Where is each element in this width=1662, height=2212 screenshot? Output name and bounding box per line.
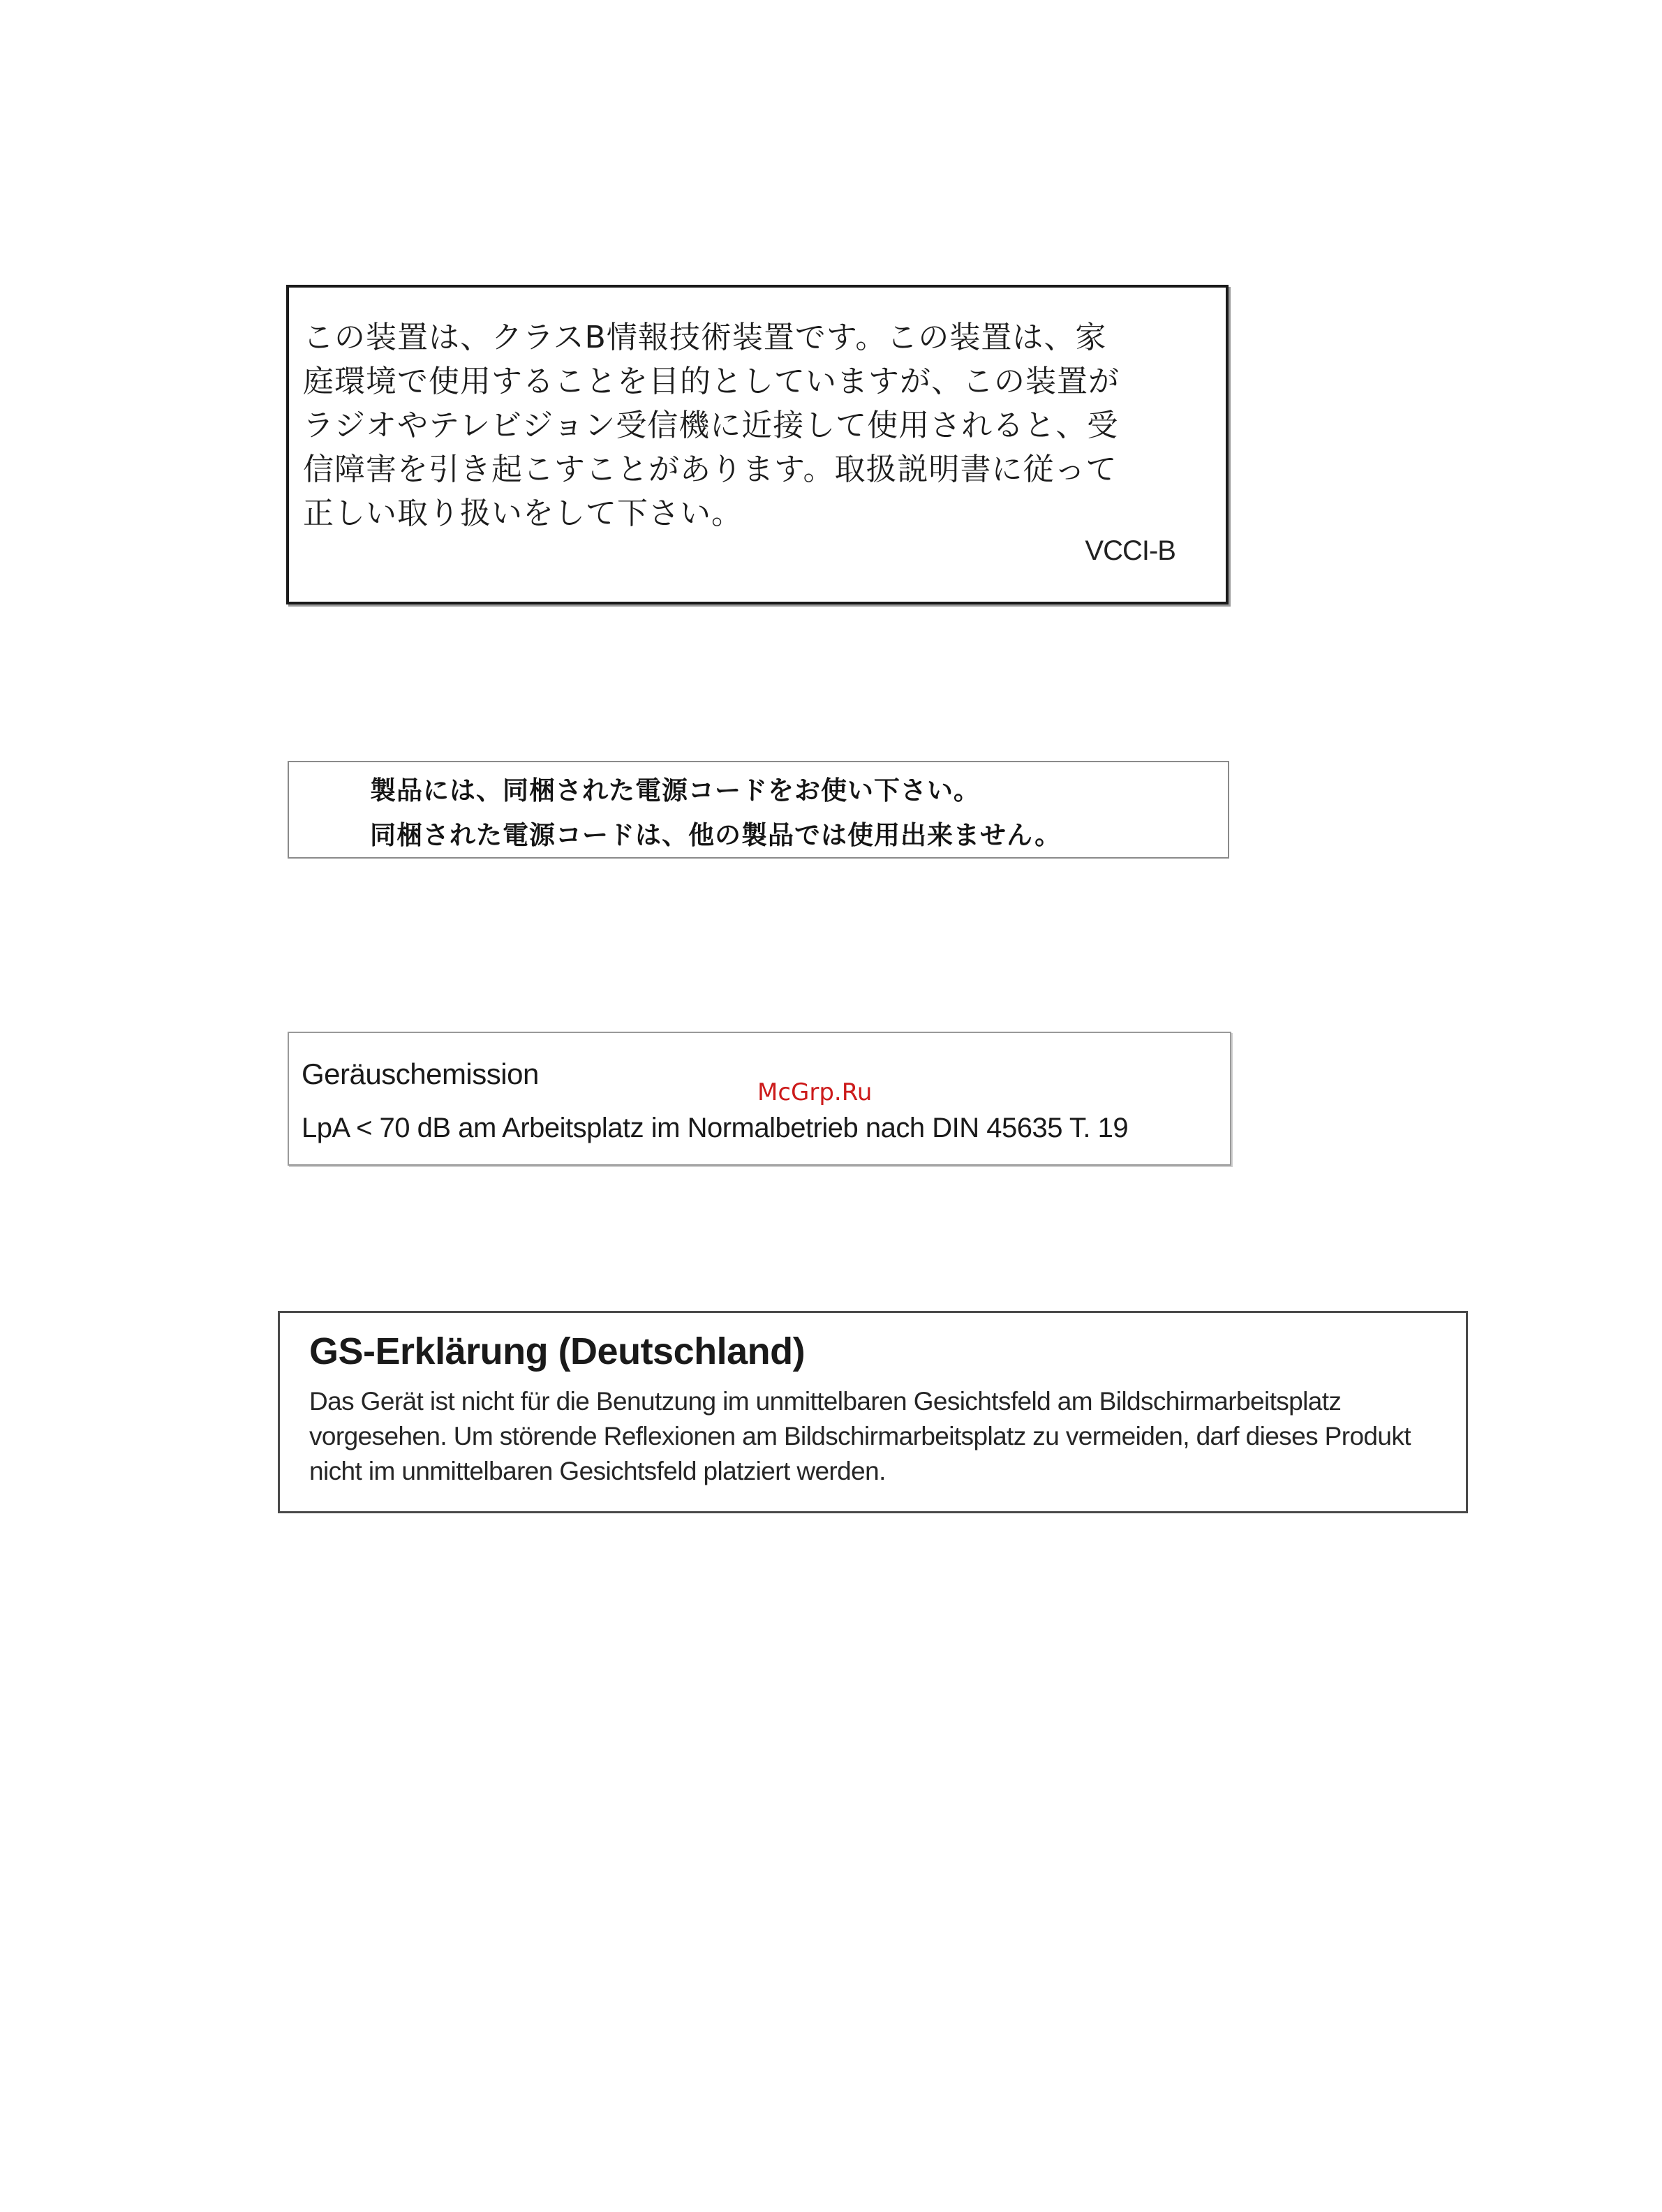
vcci-text-line: ラジオやテレビジョン受信機に近接して使用されると、受	[303, 408, 1119, 443]
vcci-text-line: 庭環境で使用することを目的としていますが、この装置が	[303, 364, 1120, 399]
watermark-text: McGrp.Ru	[757, 1078, 873, 1106]
noise-emission-title: Geräuschemission	[302, 1057, 539, 1090]
power-cord-notice-box	[288, 761, 1229, 859]
gs-statement-line: nicht im unmittelbaren Gesichtsfeld platziert werden.	[309, 1457, 886, 1485]
vcci-text-line: この装置は、クラスB情報技術装置です。この装置は、家	[303, 320, 1107, 355]
vcci-class-mark: VCCI-B	[1085, 535, 1175, 566]
vcci-notice-box	[286, 285, 1229, 604]
noise-emission-text: LpA < 70 dB am Arbeitsplatz im Normalbetrieb nach DIN 45635 T. 19	[302, 1113, 1129, 1143]
power-cord-text-line: 製品には、同梱された電源コードをお使い下さい。	[370, 775, 980, 806]
gs-statement-line: vorgesehen. Um störende Reflexionen am Bildschirmarbeitsplatz zu vermeiden, darf dieses Produkt	[309, 1422, 1411, 1450]
gs-statement-box	[278, 1311, 1468, 1513]
gs-statement-title: GS-Erklärung (Deutschland)	[309, 1330, 806, 1372]
power-cord-text-line: 同梱された電源コードは、他の製品では使用出来ません。	[370, 820, 1062, 850]
vcci-text-line: 正しい取り扱いをして下さい。	[303, 496, 743, 531]
gs-statement-line: Das Gerät ist nicht für die Benutzung im unmittelbaren Gesichtsfeld am Bildschirmarbeitsplatz	[309, 1387, 1342, 1416]
gs-statement-body	[309, 1384, 1466, 1489]
vcci-text-line: 信障害を引き起こすことがあります。取扱説明書に従って	[303, 452, 1118, 487]
